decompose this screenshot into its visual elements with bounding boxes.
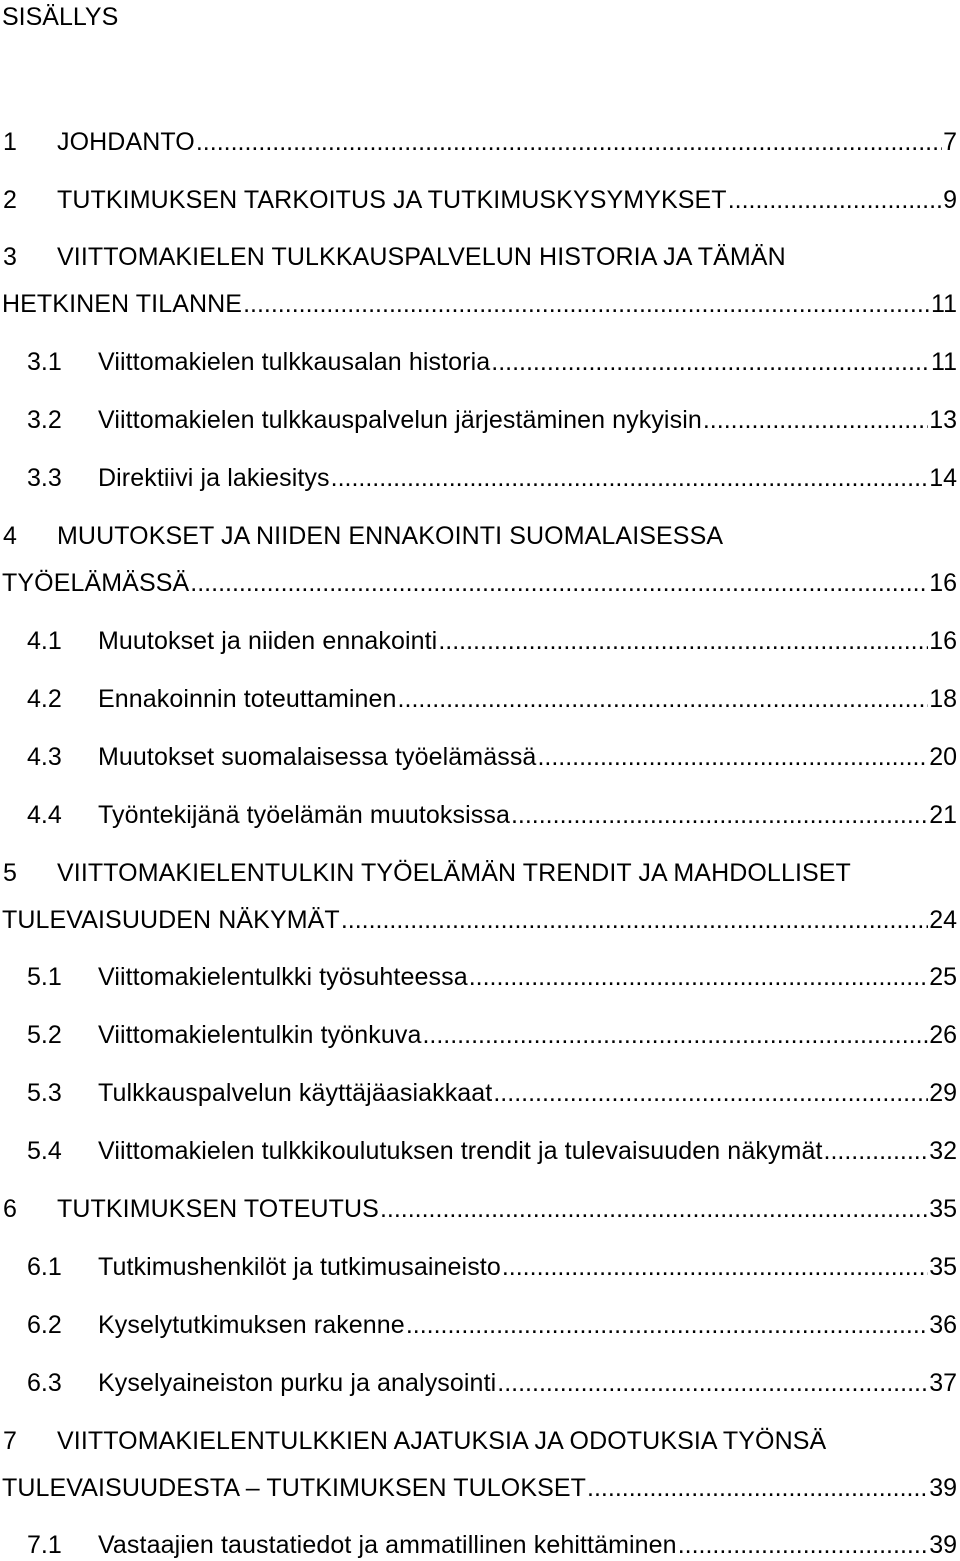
toc-page-number: 39 xyxy=(929,1474,957,1502)
dot-leader xyxy=(469,962,928,992)
toc-title: Työntekijänä työelämän muutoksissa xyxy=(98,801,510,829)
dot-leader xyxy=(502,1252,928,1282)
toc-number: 4.3 xyxy=(27,743,62,771)
toc-title: Viittomakielen tulkkausalan historia xyxy=(98,348,491,376)
toc-page-number: 21 xyxy=(929,801,957,829)
toc-entry[interactable] xyxy=(0,684,957,714)
dot-leader xyxy=(196,127,942,157)
toc-page-number: 11 xyxy=(931,290,957,318)
dot-leader xyxy=(341,905,928,935)
toc-number: 5 xyxy=(3,859,17,887)
toc-number: 6.2 xyxy=(27,1311,62,1339)
toc-title: JOHDANTO xyxy=(57,128,195,156)
toc-title: Ennakoinnin toteuttaminen xyxy=(98,685,397,713)
toc-number: 7.1 xyxy=(27,1531,62,1559)
dot-leader xyxy=(497,1368,928,1398)
toc-number: 6.1 xyxy=(27,1253,62,1281)
toc-title: Viittomakielentulkki työsuhteessa xyxy=(98,963,468,991)
toc-entry[interactable] xyxy=(0,463,957,493)
dot-leader xyxy=(422,1020,928,1050)
toc-title: Viittomakielen tulkkikoulutuksen trendit ja tulevaisuuden näkymät xyxy=(98,1137,823,1165)
dot-leader xyxy=(587,1473,928,1503)
toc-entry[interactable] xyxy=(0,1136,957,1166)
toc-number: 1 xyxy=(3,128,17,156)
toc-title: Tulkkauspalvelun käyttäjäasiakkaat xyxy=(98,1079,493,1107)
dot-leader xyxy=(537,742,928,772)
toc-entry[interactable] xyxy=(0,521,957,598)
toc-number: 5.2 xyxy=(27,1021,62,1049)
toc-page-number: 39 xyxy=(929,1531,957,1559)
toc-entry[interactable] xyxy=(0,962,957,992)
toc-title: Vastaajien taustatiedot ja ammatillinen kehittäminen xyxy=(98,1531,677,1559)
toc-title: Kyselytutkimuksen rakenne xyxy=(98,1311,405,1339)
toc-title: Direktiivi ja lakiesitys xyxy=(98,464,330,492)
toc-number: 7 xyxy=(3,1427,17,1455)
toc-page-number: 35 xyxy=(929,1253,957,1281)
toc-number: 5.4 xyxy=(27,1137,62,1165)
toc-number: 4.2 xyxy=(27,685,62,713)
toc-page-number: 18 xyxy=(929,685,957,713)
dot-leader xyxy=(678,1530,929,1560)
toc-entry[interactable] xyxy=(0,1310,957,1340)
toc-entry[interactable] xyxy=(0,1252,957,1282)
toc-page-number: 29 xyxy=(929,1079,957,1107)
toc-page-number: 16 xyxy=(929,569,957,597)
toc-page-number: 32 xyxy=(929,1137,957,1165)
toc-page-number: 9 xyxy=(943,186,957,214)
toc-page-number: 24 xyxy=(929,906,957,934)
toc-title: Muutokset suomalaisessa työelämässä xyxy=(98,743,537,771)
toc-title: VIITTOMAKIELEN TULKKAUSPALVELUN HISTORIA JA TÄMÄN xyxy=(57,243,786,271)
toc-entry[interactable] xyxy=(0,1426,957,1503)
toc-entry[interactable] xyxy=(0,242,957,319)
toc-page-number: 11 xyxy=(931,348,957,376)
toc-entry[interactable] xyxy=(0,347,957,377)
toc-entry[interactable] xyxy=(0,127,957,157)
toc-title: VIITTOMAKIELENTULKKIEN AJATUKSIA JA ODOTUKSIA TYÖNSÄ xyxy=(57,1427,827,1455)
dot-leader xyxy=(398,684,929,714)
toc-number: 5.3 xyxy=(27,1079,62,1107)
dot-leader xyxy=(491,347,930,377)
toc-number: 3.1 xyxy=(27,348,62,376)
toc-title-continuation: TYÖELÄMÄSSÄ xyxy=(2,569,190,597)
toc-title: TUTKIMUKSEN TARKOITUS JA TUTKIMUSKYSYMYKSET xyxy=(57,186,727,214)
toc-page-number: 14 xyxy=(929,464,957,492)
toc-number: 4.1 xyxy=(27,627,62,655)
toc-title: MUUTOKSET JA NIIDEN ENNAKOINTI SUOMALAISESSA xyxy=(57,522,724,550)
toc-entry[interactable] xyxy=(0,626,957,656)
toc-number: 2 xyxy=(3,186,17,214)
toc-page-number: 7 xyxy=(943,128,957,156)
dot-leader xyxy=(824,1136,929,1166)
toc-number: 4.4 xyxy=(27,801,62,829)
toc-number: 4 xyxy=(3,522,17,550)
toc-number: 6 xyxy=(3,1195,17,1223)
toc-entry[interactable] xyxy=(0,1194,957,1224)
toc-page-number: 26 xyxy=(929,1021,957,1049)
toc-entry[interactable] xyxy=(0,1368,957,1398)
dot-leader xyxy=(493,1078,928,1108)
toc-title: Tutkimushenkilöt ja tutkimusaineisto xyxy=(98,1253,501,1281)
page-title: SISÄLLYS xyxy=(2,3,119,31)
toc-number: 6.3 xyxy=(27,1369,62,1397)
toc-title: TUTKIMUKSEN TOTEUTUS xyxy=(57,1195,379,1223)
toc-page-number: 25 xyxy=(929,963,957,991)
toc-title: Viittomakielentulkin työnkuva xyxy=(98,1021,422,1049)
toc-title-continuation: TULEVAISUUDEN NÄKYMÄT xyxy=(2,906,340,934)
dot-leader xyxy=(703,405,928,435)
toc-entry[interactable] xyxy=(0,405,957,435)
toc-title: Kyselyaineiston purku ja analysointi xyxy=(98,1369,497,1397)
toc-entry[interactable] xyxy=(0,185,957,215)
toc-page-number: 20 xyxy=(929,743,957,771)
toc-entry[interactable] xyxy=(0,1020,957,1050)
toc-entry[interactable] xyxy=(0,1078,957,1108)
dot-leader xyxy=(190,568,928,598)
dot-leader xyxy=(243,289,930,319)
toc-page-number: 35 xyxy=(929,1195,957,1223)
toc-page-number: 36 xyxy=(929,1311,957,1339)
toc-entry[interactable] xyxy=(0,800,957,830)
dot-leader xyxy=(511,800,928,830)
dot-leader xyxy=(331,463,929,493)
toc-page-number: 37 xyxy=(929,1369,957,1397)
toc-title-continuation: TULEVAISUUDESTA – TUTKIMUKSEN TULOKSET xyxy=(2,1474,587,1502)
toc-title: Muutokset ja niiden ennakointi xyxy=(98,627,438,655)
toc-number: 5.1 xyxy=(27,963,62,991)
dot-leader xyxy=(438,626,928,656)
toc-title: Viittomakielen tulkkauspalvelun järjestäminen nykyisin xyxy=(98,406,702,434)
dot-leader xyxy=(380,1194,928,1224)
toc-entry[interactable] xyxy=(0,858,957,935)
toc-entry[interactable] xyxy=(0,742,957,772)
toc-title-continuation: HETKINEN TILANNE xyxy=(2,290,243,318)
toc-title: VIITTOMAKIELENTULKIN TYÖELÄMÄN TRENDIT JA MAHDOLLISET xyxy=(57,859,851,887)
toc-entry[interactable] xyxy=(0,1530,957,1560)
toc-page-number: 13 xyxy=(929,406,957,434)
toc-number: 3 xyxy=(3,243,17,271)
dot-leader xyxy=(728,185,942,215)
toc-number: 3.3 xyxy=(27,464,62,492)
toc-number: 3.2 xyxy=(27,406,62,434)
toc-page-number: 16 xyxy=(929,627,957,655)
dot-leader xyxy=(406,1310,928,1340)
